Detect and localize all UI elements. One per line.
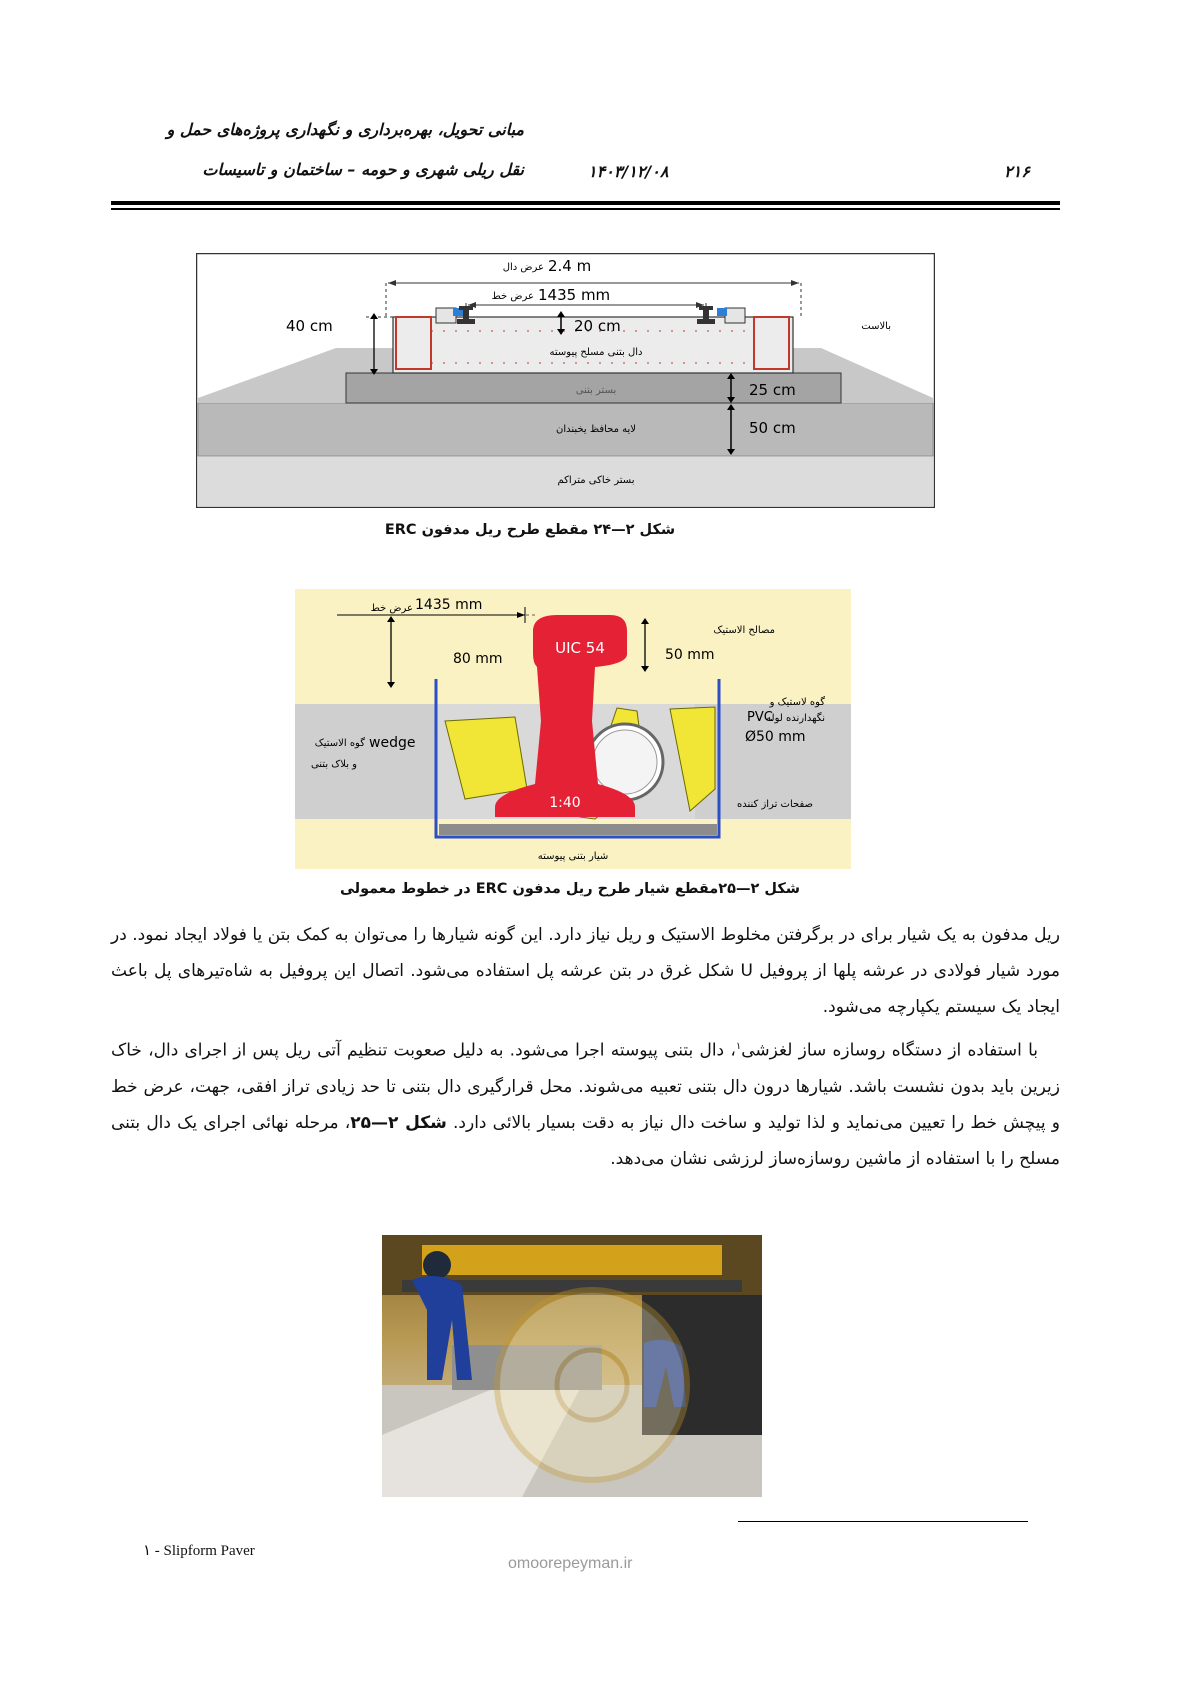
figure-25-diagram bbox=[295, 589, 851, 869]
fig25-leveling: صفحات تراز کننده bbox=[736, 799, 813, 810]
fig25-wedge-fa-line2: و بلاک بتنی bbox=[310, 759, 357, 770]
fig24-slab-name: دال بتنی مسلح پیوسته bbox=[549, 347, 643, 358]
fig25-wedge-fa-line1: گوه الاستیک bbox=[314, 738, 365, 749]
fig25-depth-50: 50 mm bbox=[665, 647, 715, 663]
header-title-line1: مبانی تحویل، بهره‌برداری و نگهداری پروژه‌های حمل و bbox=[166, 120, 524, 139]
fig25-gauge-val: 1435 mm bbox=[415, 597, 483, 613]
footnote-ref: ۱ bbox=[735, 1041, 742, 1052]
fig25-rail-label: UIC 54 bbox=[555, 639, 605, 657]
fig24-slab-width-val: 2.4 m bbox=[548, 257, 592, 275]
paragraph-1: ریل مدفون به یک شیار برای در برگرفتن مخلوط الاستیک و ریل نیاز دارد. این گونه شیارها را می‌توان به کمک بتن یا فولاد ایجاد نمود. در مورد شیار فولادی در عرشه پلها از پروفیل U شکل غرق در بتن عرشه پل استفاده می‌شود. اتصال این پروفیل به شاه‌تیرهای پل باعث ایجاد یک سیستم یکپارچه می‌شود. bbox=[111, 925, 1060, 1017]
figure-25-caption: شکل ۲—۲۵مقطع شیار طرح ریل مدفون ERC در خطوط معمولی bbox=[339, 881, 801, 897]
fig24-depth-50: 50 cm bbox=[749, 419, 796, 437]
fig24-depth-40: 40 cm bbox=[286, 317, 333, 335]
watermark-text: omoorepeyman.ir bbox=[508, 1555, 633, 1572]
fig25-depth-80: 80 mm bbox=[453, 651, 503, 667]
header-rule-thin bbox=[111, 208, 1060, 210]
fig24-gauge-fa: عرض خط bbox=[491, 291, 534, 302]
fig25-elastomer: مصالح الاستیک bbox=[713, 625, 775, 636]
fig25-pvc-line2: نگهدارنده لوله bbox=[766, 713, 825, 724]
fig25-groove: شیار بتنی پیوسته bbox=[537, 851, 609, 862]
fig24-frost-layer: لایه محافظ یخبندان bbox=[556, 424, 636, 435]
paragraph-2-c: ، مرحله نهائی اجرای یک دال بتنی مسلح را با استفاده از ماشین روسازه‌ساز لرزشی نشان می‌دهد. bbox=[111, 1112, 1060, 1169]
figure-24-caption: شکل ۲—۲۴ مقطع طرح ریل مدفون ERC bbox=[384, 522, 676, 538]
fig25-wedge: wedge bbox=[369, 735, 416, 751]
paragraph-2-b: ، دال بتنی پیوسته اجرا می‌شود. به دلیل صعوبت تنظیم آتی ریل پس از اجرای دال، خاک زیرین باید بدون نشست باشد. شیارها درون دال بتنی تعبیه می‌شوند. محل قرارگیری دال بتنی تا حد زیادی تراز افقی، جهت، عرض خط و پیچش خط را تعیین می‌نماید و لذا تولید و ساخت دال نیاز به دقت بسیار بالائی دارد. bbox=[111, 1040, 1060, 1133]
fig24-soil: بستر خاکی متراکم bbox=[557, 475, 635, 486]
page-number: ۲۱۶ bbox=[1004, 162, 1030, 181]
header-date: ۱۴۰۳/۱۲/۰۸ bbox=[588, 162, 669, 181]
fig24-ballast: بالاست bbox=[861, 321, 891, 332]
fig25-pvc: PVC bbox=[747, 710, 773, 725]
footnote-rule bbox=[738, 1521, 1028, 1522]
figure-24-diagram bbox=[196, 253, 935, 508]
fig25-gauge-fa: عرض خط bbox=[370, 603, 413, 614]
fig24-depth-20: 20 cm bbox=[574, 317, 621, 335]
figure-ref: شکل ۲—۲۵ bbox=[350, 1112, 447, 1133]
footnote-text: ۱ - Slipform Paver bbox=[143, 1543, 255, 1559]
body-text bbox=[111, 917, 1060, 1177]
header-rule-thick bbox=[111, 201, 1060, 205]
paragraph-2-a: با استفاده از دستگاه روسازه ساز لغزشی bbox=[741, 1040, 1038, 1061]
fig24-slab-width-fa: عرض دال bbox=[502, 262, 544, 273]
fig24-gauge-val: 1435 mm bbox=[538, 286, 611, 304]
fig24-bed: بستر بتنی bbox=[575, 385, 617, 396]
fig24-depth-25: 25 cm bbox=[749, 381, 796, 399]
fig25-pvc-dia: Ø50 mm bbox=[745, 729, 806, 745]
header-title-line2: نقل ریلی شهری و حومه – ساختمان و تاسیسات bbox=[202, 160, 524, 179]
fig25-pvc-line1: گوه لاستیک و bbox=[769, 697, 825, 708]
paragraph-2 bbox=[111, 1029, 1060, 1177]
fig25-incline: 1:40 bbox=[549, 795, 581, 811]
paver-photo bbox=[382, 1235, 762, 1497]
